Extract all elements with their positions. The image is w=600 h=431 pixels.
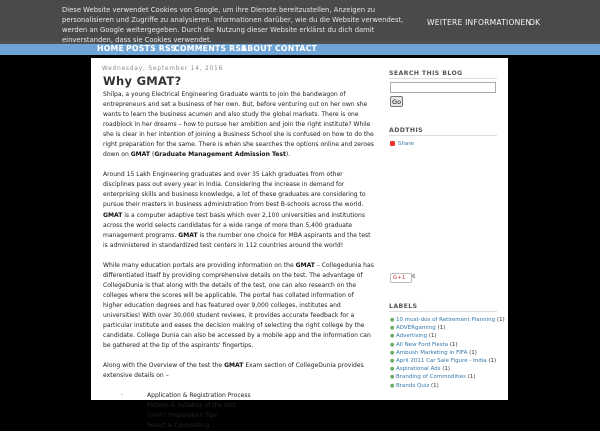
post-paragraph: Around 15 Lakh Engineering graduates and over 35 Lakh graduates from other disciplines pass out every year in India. Considering the increase in demand for enterprising skills and business knowledge, a lot of these graduates are considering to pursue their masters in business administration from best B-schools across the world. GMAT is a computer adaptive test basis which over 2,100 universities and institutions across the world selects candidates for a wide range of more than 5,400 graduate management programs. GMAT is the number one choice for MBA aspirants and the test is administered in standardized test centers in 112 countries around the world! (103, 171, 371, 249)
gplus-button[interactable]: G+1 (390, 273, 412, 283)
list-item: · Pattern & Syllabus of the test (121, 402, 236, 410)
list-item: · Application & Registration Process (121, 392, 251, 400)
post-feature-list (123, 391, 375, 431)
divider (389, 311, 497, 312)
bullet-icon: ● (390, 382, 395, 389)
search-go-button[interactable]: Go (390, 96, 403, 107)
bullet-icon: ● (390, 333, 395, 340)
cookie-notice-text: Diese Website verwendet Cookies von Google, um ihre Dienste bereitzustellen, Anzeigen zu personalisieren und Zugriffe zu analysieren. Informationen darüber, wie du die Website verwendest, werden an Google weitergegeben. Durch die Nutzung dieser Website erklärst du dich damit einverstanden, dass sie Cookies verwendet. (62, 6, 404, 44)
search-input[interactable] (390, 82, 496, 93)
cookie-notice-bar (0, 0, 600, 44)
bullet-icon: ● (390, 366, 395, 373)
more-info-link[interactable]: WEITERE INFORMATIONEN (427, 18, 532, 27)
nav-contact[interactable]: CONTACT (275, 44, 318, 53)
list-item: · Result & Counselling (121, 422, 210, 430)
gplus-count: 6 (412, 274, 416, 280)
bullet-icon: ● (390, 317, 395, 323)
addthis-heading: ADDTHIS (389, 127, 424, 134)
list-item[interactable]: ● Branding of Commodities (1) (390, 374, 476, 381)
bullet-icon: ● (390, 349, 395, 356)
list-item[interactable]: ● All New Ford Fiesta (1) (390, 341, 458, 348)
post-title[interactable]: Why GMAT? (103, 74, 182, 88)
search-heading: SEARCH THIS BLOG (389, 70, 463, 77)
list-item[interactable]: ● Advertising (1) (390, 333, 437, 340)
nav-posts-rss[interactable]: POSTS RSS (126, 44, 177, 53)
labels-list (390, 316, 505, 390)
post-paragraph: While many education portals are providing information on the GMAT – Collegedunia has differentiated itself by providing comprehensive details on the test. The advantage of CollegeDunia is that along with the details of the test, one can also research on the colleges where the scores will be applicable. The portal has collated information of higher education degrees and has featured over 9,000 colleges, institutes and universities! With over 30,000 student reviews, it provides accurate feedback for a particular institute and eases the decision making of selecting the right college by the candidate. College Dunia can also be accessed by a mobile app and the information can be gathered at the tip of the aspirants' fingertips. (103, 261, 374, 350)
bullet-icon: ● (390, 358, 395, 365)
divider (389, 135, 497, 136)
nav-about[interactable]: ABOUT (241, 44, 273, 53)
labels-heading: LABELS (389, 303, 418, 310)
nav-home[interactable]: HOME (97, 44, 125, 53)
divider (389, 78, 497, 79)
list-item[interactable]: ● April 2011 Car Sale Figure - India (1) (390, 358, 497, 365)
bullet-icon: ● (390, 374, 395, 381)
list-item[interactable]: ● Brands Quiz (1) (390, 382, 439, 389)
bullet-icon: ● (390, 341, 395, 348)
list-item[interactable]: ● Ambush Marketing in FIFA (1) (390, 349, 477, 356)
post-paragraph: Along with the Overview of the test the GMAT Exam section of CollegeDunia provides extensive details on – (103, 362, 364, 380)
list-item[interactable]: ● ADVERgaming (1) (390, 325, 446, 332)
post-paragraph: Shilpa, a young Electrical Engineering Graduate wants to join the bandwagon of entrepreneurs and set a business of her own. But, before venturing out on her own she wants to learn the business acumen and also study the global markets. There is one roadblock in her dreams – how to pursue her ambition and join the right institute? While she is clear in her intention of joining a Business School she is confused on how to do the right preparation for the same. There is when she searches the options online and zeroes down on GMAT (Graduate Management Admission Test). (103, 91, 374, 159)
cookie-ok-button[interactable]: OK (529, 18, 541, 27)
list-item: · GMAT Preparation Tips (121, 412, 218, 420)
bullet-icon: ● (390, 325, 395, 332)
list-item[interactable]: ● Aspirational Ads (1) (390, 366, 451, 373)
post-date: Wednesday, September 14, 2016 (102, 66, 224, 72)
nav-comments-rss[interactable]: COMMENTS RSS (174, 44, 247, 53)
list-item[interactable]: ● 10 must-dos of Retirement Planning (1) (390, 317, 505, 323)
post-body (103, 90, 375, 431)
share-link[interactable]: Share (398, 141, 414, 147)
share-icon[interactable] (390, 141, 395, 146)
